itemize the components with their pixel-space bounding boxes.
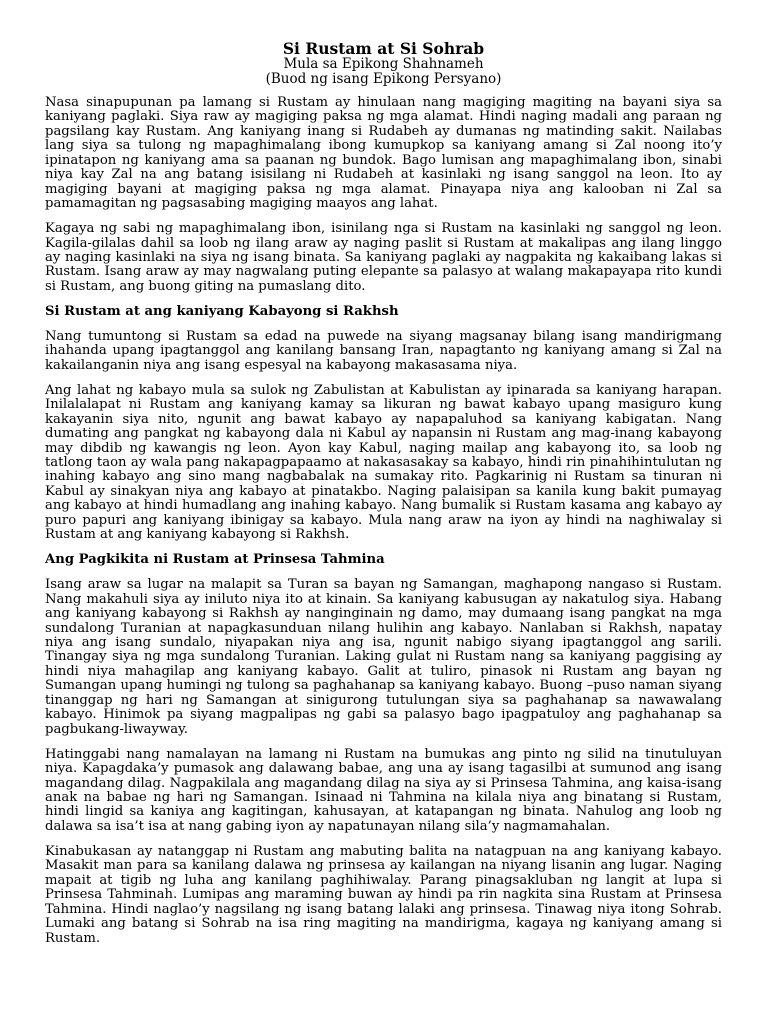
paragraph: Nasa sinapupunan pa lamang si Rustam ay hinulaan nang magiging magiting na bayani siya sa kaniyang paglaki. Siya raw ay magiging paksa ng mga alamat. Hindi naging madali ang paraan ng pagsilang kay Rustam. Ang kaniyang inang si Rudabeh ay dumanas ng matinding sakit. Nailabas lang siya sa tulong ng mapaghimalang ibong kumupkop sa kaniyang amang si Zal noong ito’y ipinatapon ng kaniyang ama sa paanan ng bundok. Bago lumisan ang mapaghimalang ibon, sinabi niya kay Zal na ang batang isisilang ni Rudabeh at kasinlaki ng isang sanggol na leon. Ito ay magiging bayani at magiging paksa ng mga alamat. Pinayapa niya ang kalooban ni Zal sa pamamagitan ng pagsasabing magiging maayos ang lahat. bbox=[45, 95, 722, 212]
paragraph: Hatinggabi nang namalayan na lamang ni Rustam na bumukas ang pinto ng silid na tinutuluyan niya. Kapagdaka’y pumasok ang dalawang babae, ang una ay isang tagasilbi at sumunod ang isang magandang dilag. Nagpakilala ang magandang dilag na siya ay si Prinsesa Tahmina, ang kaisa-isang anak na babae ng hari ng Samangan. Isinaad ni Tahmina na kilala niya ang binatang si Rustam, hindi lingid sa kaniya ang kagitingan, kahusayan, at katapangan ng binata. Nahulog ang loob ng dalawa sa isa’t isa at nang gabing iyon ay napatunayan nilang sila’y nagmamahalan. bbox=[45, 746, 722, 834]
document-body bbox=[45, 96, 722, 946]
paragraph: Isang araw sa lugar na malapit sa Turan sa bayan ng Samangan, maghapong nangaso si Rustam. Nang makahuli siya ay iniluto niya ito at kinain. Sa kaniyang kabusugan ay nakatulog siya. Habang ang kaniyang kabayong si Rakhsh ay nanginginain ng damo, may dumaang isang pangkat na mga sundalong Turanian at napagkasunduan nilang hulihin ang kabayo. Nanlaban si Rakhsh, napatay niya ang isang sundalo, niyapakan niya ang isa, ngunit nabigo siyang ipagtanggol ang sarili. Tinangay siya ng mga sundalong Turanian. Laking gulat ni Rustam nang sa kaniyang paggising ay hindi niya mahagilap ang kaniyang kabayo. Galit at tuliro, pinasok ni Rustam ang bayan ng Sumangan upang humingi ng tulong sa paghahanap sa kaniyang kabayo. Buong –puso naman siyang tinanggap ng hari ng Samangan at sinigurong tutulungan siya sa paghahanap sa nawawalang kabayo. Hinimok pa siyang magpalipas ng gabi sa palasyo bago ipagpatuloy ang paghahanap sa pagbukang-liwayway. bbox=[45, 577, 722, 737]
section-heading: Si Rustam at ang kaniyang Kabayong si Rakhsh bbox=[45, 303, 399, 319]
document-subtitle-source: Mula sa Epikong Shahnameh bbox=[283, 56, 484, 72]
paragraph: Ang lahat ng kabayo mula sa sulok ng Zabulistan at Kabulistan ay ipinarada sa kaniyang harapan. Inilalalapat ni Rustam ang kaniyang kamay sa likuran ng bawat kabayo upang masiguro kung kakayanin siya nito, ngunit ang bawat kabayo ay napapaluhod sa kaniyang kabigatan. Nang dumating ang pangkat ng kabayong dala ni Kabul ay napansin ni Rustam ang mag-inang kabayong may dibdib ng kawangis ng leon. Ayon kay Kabul, naging mailap ang kabayong ito, sa loob ng tatlong taon ay wala pang nakapagpapaamo at nakasasakay sa kabayo, hindi rin pinahihintulutan ng inahing kabayo ang sino mang nagbabalak na sumakay rito. Pagkarinig ni Rustam sa tinuran ni Kabul ay sinakyan niya ang kabayo at pinatakbo. Naging palaisipan sa kanila kung bakit pumayag ang kabayo at hindi humadlang ang inahing kabayo. Nang bumalik si Rustam kasama ang kabayo ay puro papuri ang kaniyang ibinigay sa kabayo. Mula nang araw na iyon ay hindi na naghiwalay si Rustam at ang kaniyang kabayong si Rakhsh. bbox=[45, 382, 722, 543]
document-page bbox=[45, 40, 722, 957]
section-heading: Ang Pagkikita ni Rustam at Prinsesa Tahmina bbox=[45, 552, 385, 568]
document-title: Si Rustam at Si Sohrab bbox=[282, 39, 485, 58]
paragraph: Kagaya ng sabi ng mapaghimalang ibon, isinilang nga si Rustam na kasinlaki ng sanggol ng leon. Kagila-gilalas dahil sa loob ng ilang araw ay naging paslit si Rustam at makalipas ang ilang linggo ay naging kasinlaki na siya ng isang binata. Sa kaniyang paglaki ay nagpakita ng kakaibang lakas si Rustam. Isang araw ay may nagwalang puting elepante sa palasyo at walang makapayapa rito kundi si Rustam, ang buong giting na pumaslang dito. bbox=[45, 221, 722, 294]
paragraph: Kinabukasan ay natanggap ni Rustam ang mabuting balita na natagpuan na ang kaniyang kabayo. Masakit man para sa kanilang dalawa ng prinsesa ay kailangan na niyang lisanin ang lugar. Naging mapait at tigib ng luha ang kanilang paghihiwalay. Parang pinagsakluban ng langit at lupa si Prinsesa Tahminah. Lumipas ang maraming buwan ay hindi pa rin nagkita sina Rustam at Prinsesa Tahmina. Hindi naglao’y nagsilang ng isang batang lalaki ang prinsesa. Tinawag niya itong Sohrab. Lumaki ang batang si Sohrab na isa ring magiting na mandirigma, kagaya ng kaniyang amang si Rustam. bbox=[45, 843, 722, 946]
paragraph: Nang tumuntong si Rustam sa edad na puwede na siyang magsanay bilang isang mandirigmang ihahanda upang ipagtanggol ang kanilang bansang Iran, napagtanto ng kaniyang amang si Zal na kakailanganin niya ang isang espesyal na kabayong makasasama niya. bbox=[45, 328, 722, 373]
document-subtitle-description: (Buod ng isang Epikong Persyano) bbox=[265, 70, 502, 87]
